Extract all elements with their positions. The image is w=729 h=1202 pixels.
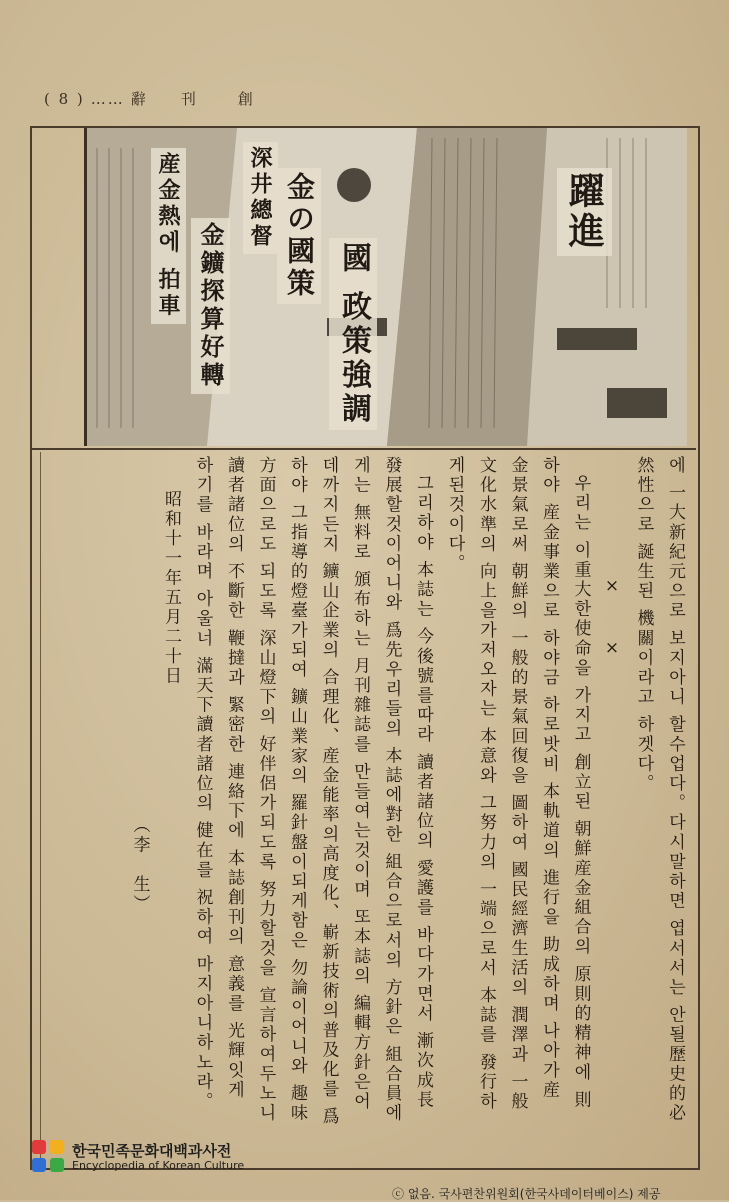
- text-column: 發展할것이어니와 爲先우리들의 本誌에對한 組合으로서의 方針은 組合員에: [381, 456, 402, 1124]
- text-column: 게된것이다。: [444, 456, 465, 574]
- text-column: 讀者諸位의 不斷한 鞭撻과 緊密한 連絡下에 本誌創刊의 意義를 光輝잇게: [224, 456, 244, 1101]
- header-dots: ……: [90, 90, 125, 108]
- text-column: 文化水準의 向上을가저오자는 本意와 그努力의 一端으로서 本誌를 發行하: [476, 456, 496, 1112]
- header-title-char-1: 辭: [130, 90, 148, 108]
- vertical-divider: [40, 452, 41, 1164]
- header-title-char-2: 刊: [180, 90, 198, 108]
- date-line: 昭和十一年五月二十日: [161, 490, 181, 686]
- collage-headline-3: 深井總督: [243, 142, 278, 254]
- text-column: 우리는 이重大한使命을 가지고 創立된 朝鮮産金組合의 原則的精神에 則: [570, 474, 591, 1111]
- collage-headline-6: 躍進: [557, 168, 612, 256]
- collage-headline-4: 金の國策: [277, 168, 321, 304]
- section-separator: × ×: [602, 576, 622, 661]
- image-credit: ⓒ 없음. 국사편찬위원회(한국사데이터베이스) 제공: [392, 1187, 661, 1201]
- text-column: 그리하야 本誌는 今後號를따라 讀者諸位의 愛護를 바다가면서 漸次成長: [413, 474, 433, 1111]
- text-column: 데까지든지 鑛山企業의 合理化、産金能率의高度化、嶄新技術의普及化를 爲: [318, 456, 339, 1127]
- text-column: 然性으로 誕生된 機關이라고 하겟다。: [633, 456, 654, 794]
- text-column: 게는 無料로 頒布하는 月刊雜誌를 만들여는것이며 또本誌의 編輯方針은어: [350, 456, 370, 1112]
- text-column: 方面으로도 되도록 深山燈下의 好伴侶가되도록 努力할것을 宣言하여두노니: [255, 456, 276, 1124]
- page-header: [44, 88, 261, 109]
- collage-headline-2: 金鑛探算好轉: [191, 218, 230, 394]
- page-number: ( 8 ): [44, 90, 85, 108]
- text-column: 에 一大新紀元으로 보지아니 할수업다。다시말하면 엽서서는 안될歷史的必: [665, 456, 685, 1124]
- logo-title-korean: 한국민족문화대백과사전: [72, 1142, 232, 1160]
- newspaper-collage-photo: [84, 128, 687, 446]
- horizontal-divider: [32, 448, 696, 450]
- logo-title-english: Encyclopedia of Korean Culture: [72, 1159, 245, 1172]
- header-title-char-3: 創: [237, 90, 255, 108]
- collage-headline-1: 産金熱에 拍車: [151, 148, 186, 324]
- text-column: 하기를 바라며 아울너 滿天下讀者諸位의 健在를 祝하여 마지아니하노라。: [192, 456, 213, 1112]
- author-signature: （李 生）: [129, 816, 150, 914]
- text-column: 하야 그指導的燈臺가되여 鑛山業家의 羅針盤이되게함은 勿論이어니와 趣味: [287, 456, 307, 1124]
- text-column: 金景氣로써 朝鮮의 一般的景氣回復을 圖하여 國民經濟生活의 潤澤과 一般: [507, 456, 528, 1112]
- text-column: 하야 産金事業으로 하야금 하로밧비 本軌道의 進行을 助成하며 나아가産: [539, 456, 559, 1101]
- editorial-text: [60, 456, 690, 1168]
- encyclopedia-logo-icon: [30, 1138, 66, 1174]
- collage-headline-5: 國 政策強調: [329, 238, 377, 430]
